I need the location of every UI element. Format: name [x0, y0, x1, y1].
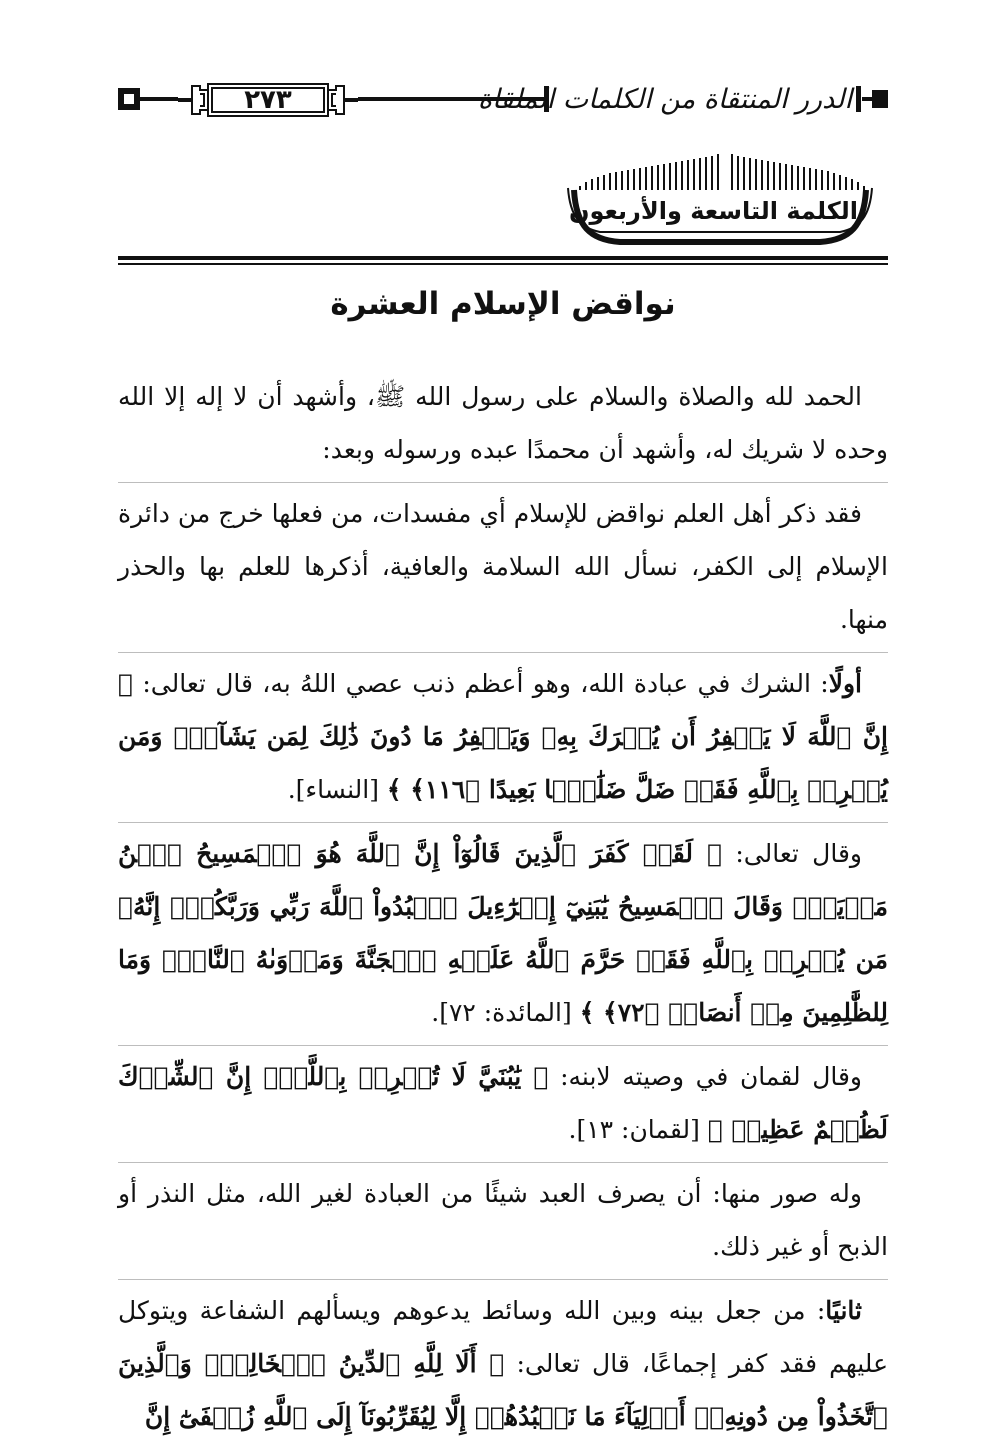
quran-verse: ﴿ أَلَا لِلَّهِ ٱلدِّينُ ٱلۡخَالِصُۚ وَٱلَّذِينَ ٱتَّخَذُواْ مِن دُونِهِۦٓ أَوۡلِيَآءَ مَا نَعۡبُدُهُمۡ إِلَّا لِيُقَرِّبُونَآ إِلَى ٱللَّهِ زُلۡفَىٰٓ إِنَّ — [118, 1349, 888, 1431]
paragraph — [118, 827, 888, 1039]
paragraph-text: وقال لقمان في وصيته لابنه: — [548, 1062, 863, 1091]
verse-reference: [النساء]. — [287, 775, 387, 804]
paragraph-divider — [118, 482, 888, 483]
paragraph-divider — [118, 1045, 888, 1046]
header-square-ornament — [118, 88, 140, 110]
book-title: الدرر المنتقاة من الكلمات الملقاة — [477, 84, 852, 115]
paragraph-text: وقال تعالى: — [722, 839, 862, 868]
paragraph-text: : الشرك في عبادة الله، وهو أعظم ذنب عصي اللهُ به، قال تعالى: — [133, 669, 829, 698]
header-divider-thin — [118, 263, 888, 265]
paragraph-divider — [118, 652, 888, 653]
paragraph — [118, 1050, 888, 1156]
body-text — [118, 370, 888, 1443]
header-rule-left — [140, 97, 178, 101]
paragraph-divider — [118, 1162, 888, 1163]
section-lead: ثانيًا — [825, 1296, 862, 1325]
page-number-cartouche — [178, 82, 358, 118]
paragraph-divider — [118, 822, 888, 823]
paragraph-second-nullifier — [118, 1284, 888, 1443]
quran-verse: ﴿ يَٰبُنَيَّ لَا تُشۡرِكۡ بِٱللَّهِۖ إِنَّ ٱلشِّرۡكَ لَظُلۡمٌ عَظِيمٞ ﴾ — [118, 1062, 888, 1144]
header-tick — [856, 86, 861, 112]
chapter-banner — [560, 146, 880, 246]
paragraph-intro — [118, 370, 888, 476]
paragraph-text: فقد ذكر أهل العلم نواقض للإسلام أي مفسدات، من فعلها خرج من دائرة الإسلام إلى الكفر، نسأل الله السلامة والعافية، أذكرها للعلم بها والحذر منها. — [118, 499, 888, 634]
section-lead: أولًا — [828, 669, 862, 698]
header-divider-thick — [118, 256, 888, 260]
paragraph — [118, 487, 888, 646]
page-title: نواقض الإسلام العشرة — [330, 286, 676, 322]
verse-reference: [المائدة: ٧٢]. — [431, 998, 580, 1027]
paragraph — [118, 1167, 888, 1273]
header-square-ornament-right — [872, 90, 888, 108]
paragraph-text: الحمد لله والصلاة والسلام على رسول الله ﷺ، وأشهد أن لا إله إلا الله وحده لا شريك له، وأشهد أن محمدًا عبده ورسوله وبعد: — [118, 382, 888, 464]
chapter-title: الكلمة التاسعة والأربعون — [568, 197, 858, 225]
running-header — [118, 82, 888, 122]
page-number: ٢٧٣ — [244, 85, 292, 115]
paragraph-divider — [118, 1279, 888, 1280]
verse-reference: [لقمان: ١٣]. — [568, 1115, 708, 1144]
paragraph-first-nullifier — [118, 657, 888, 816]
paragraph-text: وله صور منها: أن يصرف العبد شيئًا من العبادة لغير الله، مثل النذر أو الذبح أو غير ذلك. — [118, 1179, 888, 1261]
quran-verse: ﴿ إِنَّ ٱللَّهَ لَا يَغۡفِرُ أَن يُشۡرَكَ بِهِۦ وَيَغۡفِرُ مَا دُونَ ذَٰلِكَ لِمَن يَشَآءُۚ وَمَن يُشۡرِكۡ بِٱللَّهِ فَقَدۡ ضَلَّ ضَلَٰلَۢا بَعِيدًا ﴿١١٦﴾ ﴾ — [118, 669, 888, 804]
quran-verse: ﴿ لَقَدۡ كَفَرَ ٱلَّذِينَ قَالُوٓاْ إِنَّ ٱللَّهَ هُوَ ٱلۡمَسِيحُ ٱبۡنُ مَرۡيَمَۖ وَقَالَ ٱلۡمَسِيحُ يَٰبَنِيٓ إِسۡرَٰٓءِيلَ ٱعۡبُدُواْ ٱللَّهَ رَبِّي وَرَبَّكُمۡۖ إِنَّهُۥ مَن يُشۡرِكۡ بِٱللَّهِ فَقَدۡ حَرَّمَ ٱللَّهُ عَلَيۡهِ ٱلۡجَنَّةَ وَمَأۡوَىٰهُ ٱلنَّارُۖ وَمَا لِلظَّٰلِمِينَ مِنۡ أَنصَارٖ ﴿٧٢﴾ ﴾ — [118, 839, 888, 1027]
paragraph-text: : من جعل بينه وبين الله وسائط يدعوهم ويسألهم الشفاعة ويتوكل عليهم فقد كفر إجماعًا، قال تعالى: — [118, 1296, 888, 1378]
